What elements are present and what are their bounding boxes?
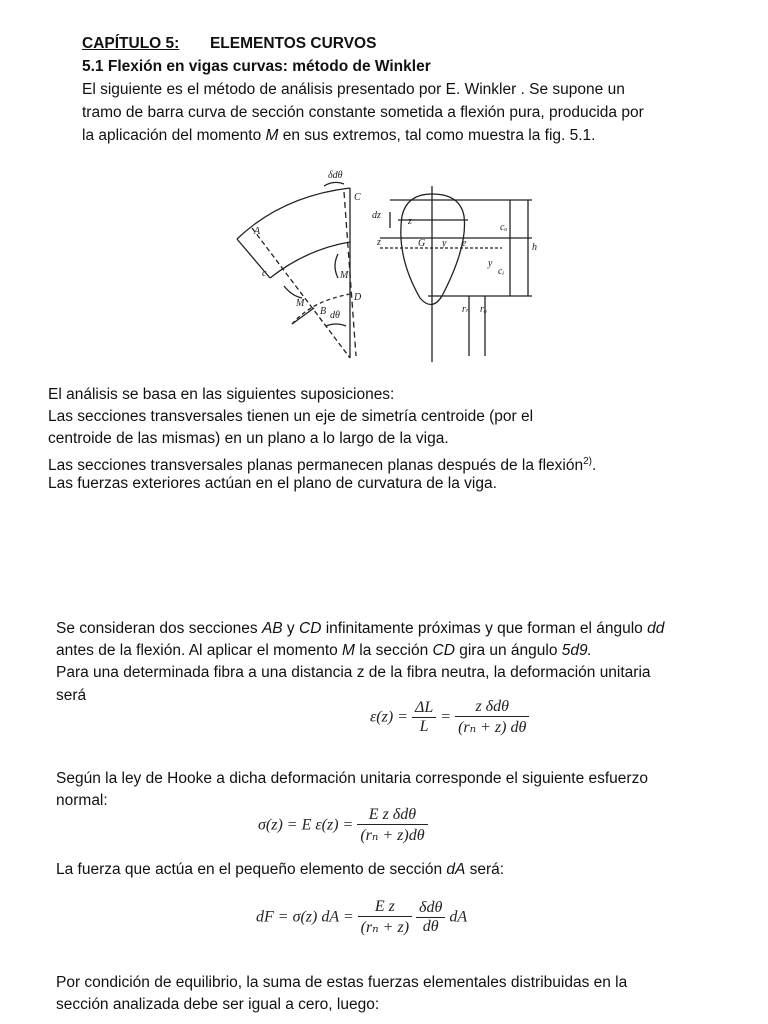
body-text: La fuerza que actúa en el pequeño elemento de sección	[56, 861, 447, 878]
chapter-title: ELEMENTOS CURVOS	[209, 35, 377, 52]
body-text: la sección	[354, 642, 433, 659]
fig-label-co: cₒ	[500, 222, 508, 233]
body-text: infinitamente próximas y que forman el ángulo	[321, 620, 648, 637]
fig-label-y: y	[442, 238, 447, 249]
fig-label-h: h	[532, 242, 537, 253]
body-p4-line-1: Por condición de equilibrio, la suma de estas fuerzas elementales distribuidas en la	[56, 974, 628, 991]
eq3-fraction-2	[416, 899, 445, 936]
fig-label-z-top: z	[408, 216, 412, 227]
fig-label-c-lower: c	[262, 268, 267, 279]
fig-label-ci: cᵢ	[498, 266, 505, 277]
area-element-ref: dA	[446, 861, 466, 878]
dtheta-arc-top	[324, 182, 344, 186]
fig-label-z-mid: z	[377, 237, 381, 248]
eq3-lhs: dF = σ(z) dA =	[256, 908, 354, 926]
eq1-equals: =	[440, 708, 452, 726]
assumption-2-text: Las secciones transversales planas permanecen planas después de la flexión	[48, 457, 584, 475]
eq1-fraction-2	[455, 698, 529, 737]
assumption-1-line-2: centroide de las mismas) en un plano a lo largo de la viga.	[48, 430, 449, 447]
body-text: será:	[465, 861, 505, 878]
assumption-1-line-1: Las secciones transversales tienen un eje de simetría centroide (por el	[48, 408, 534, 425]
fig-label-e: e	[462, 238, 467, 249]
eq3-tail: dA	[449, 908, 468, 926]
section-ab-line	[252, 228, 350, 358]
chapter-label: CAPÍTULO 5:	[82, 35, 180, 52]
assumption-2-end: .	[591, 457, 597, 475]
section-cd-ref: CD	[432, 642, 455, 659]
eq3-f1-denominator: (rₙ + z)	[358, 916, 412, 937]
section-title: 5.1 Flexión en vigas curvas: método de Winkler	[82, 58, 431, 75]
body-p1-line-1	[56, 619, 664, 639]
body-p3	[56, 860, 504, 880]
rotation-angle-ref: 5d9.	[561, 642, 592, 659]
eq3-f1-numerator: E z	[374, 898, 395, 915]
footnote-ref: 2)	[583, 456, 592, 467]
fig-label-dtheta-top: δdθ	[328, 170, 343, 181]
eq1-f2-denominator: (rₙ + z) dθ	[455, 716, 529, 737]
section-cd-ref: CD	[299, 620, 322, 637]
eq1-f2-numerator: z δdθ	[475, 698, 509, 715]
fig-label-rn: rₙ	[462, 304, 470, 315]
assumption-3: Las fuerzas exteriores actúan en el plano de curvatura de la viga.	[48, 475, 497, 492]
moment-arrow-right	[335, 254, 338, 278]
fig-label-dz: dz	[372, 210, 381, 221]
figure-curved-beam	[232, 166, 552, 366]
equation-force	[256, 898, 467, 937]
eq1-lhs: ε(z) =	[370, 708, 408, 726]
eq2-numerator: E z δdθ	[368, 806, 417, 823]
fig-label-m-right: M	[340, 270, 349, 281]
moment-symbol: M	[342, 642, 355, 659]
fig-label-b: B	[320, 306, 327, 317]
fig-label-ro: rₒ	[480, 304, 487, 315]
body-text: y	[282, 620, 299, 637]
moment-arrow-left	[284, 286, 302, 298]
eq3-f2-denominator: dθ	[416, 917, 445, 936]
eq1-f1-denominator: L	[412, 717, 436, 736]
dtheta-arc-bottom	[326, 324, 346, 326]
body-p4-line-2: sección analizada debe ser igual a cero, luego:	[56, 996, 380, 1013]
body-p1-line-2	[56, 641, 592, 661]
moment-symbol: M	[265, 127, 279, 144]
fig-label-m-left: M	[296, 298, 305, 309]
body-p2-line-1: Según la ley de Hooke a dicha deformación unitaria corresponde el siguiente esfuerzo	[56, 770, 648, 787]
intro-line-1: El siguiente es el método de análisis presentado por E. Winkler . Se supone un	[82, 81, 625, 98]
body-p1-line-3: Para una determinada fibra a una distancia z de la fibra neutra, la deformación unitaria	[56, 664, 651, 681]
fig-label-g: G	[418, 238, 426, 249]
fig-label-c: C	[354, 192, 361, 203]
eq3-f2-numerator: δdθ	[419, 899, 443, 916]
cross-section-outline	[401, 194, 465, 305]
intro-line-3	[82, 126, 595, 146]
body-text: gira un ángulo	[454, 642, 562, 659]
fig-label-dtheta-bottom: dθ	[330, 310, 340, 321]
eq1-f1-numerator: ΔL	[414, 699, 434, 716]
body-text: antes de la flexión. Al aplicar el momento	[56, 642, 343, 659]
intro-text: en sus extremos, tal como muestra la fig. 5.1.	[278, 127, 596, 144]
body-text: Se consideran dos secciones	[56, 620, 262, 637]
fig-label-y-right: y	[488, 258, 493, 269]
equation-strain	[370, 698, 529, 737]
eq2-lhs: σ(z) = E ε(z) =	[258, 816, 354, 834]
beam-inner-arc	[270, 242, 350, 278]
eq2-denominator: (rₙ + z)dθ	[357, 824, 427, 845]
body-p1-line-4: será	[56, 687, 87, 704]
eq3-fraction-1	[358, 898, 412, 937]
chapter-heading	[82, 34, 376, 54]
intro-text: la aplicación del momento	[82, 127, 266, 144]
eq2-fraction	[357, 806, 427, 845]
equation-stress	[258, 806, 428, 845]
angle-ref: dd	[647, 620, 665, 637]
beam-end-bottom	[292, 308, 314, 324]
intro-line-2: tramo de barra curva de sección constante sometida a flexión pura, producida por	[82, 104, 644, 121]
eq1-fraction-1	[412, 699, 436, 736]
assumptions-intro: El análisis se basa en las siguientes suposiciones:	[48, 386, 395, 403]
body-p2-line-2: normal:	[56, 792, 108, 809]
fig-label-a: A	[254, 226, 261, 237]
section-ab-ref: AB	[261, 620, 283, 637]
fig-label-d: D	[354, 292, 362, 303]
assumption-2	[48, 452, 596, 476]
